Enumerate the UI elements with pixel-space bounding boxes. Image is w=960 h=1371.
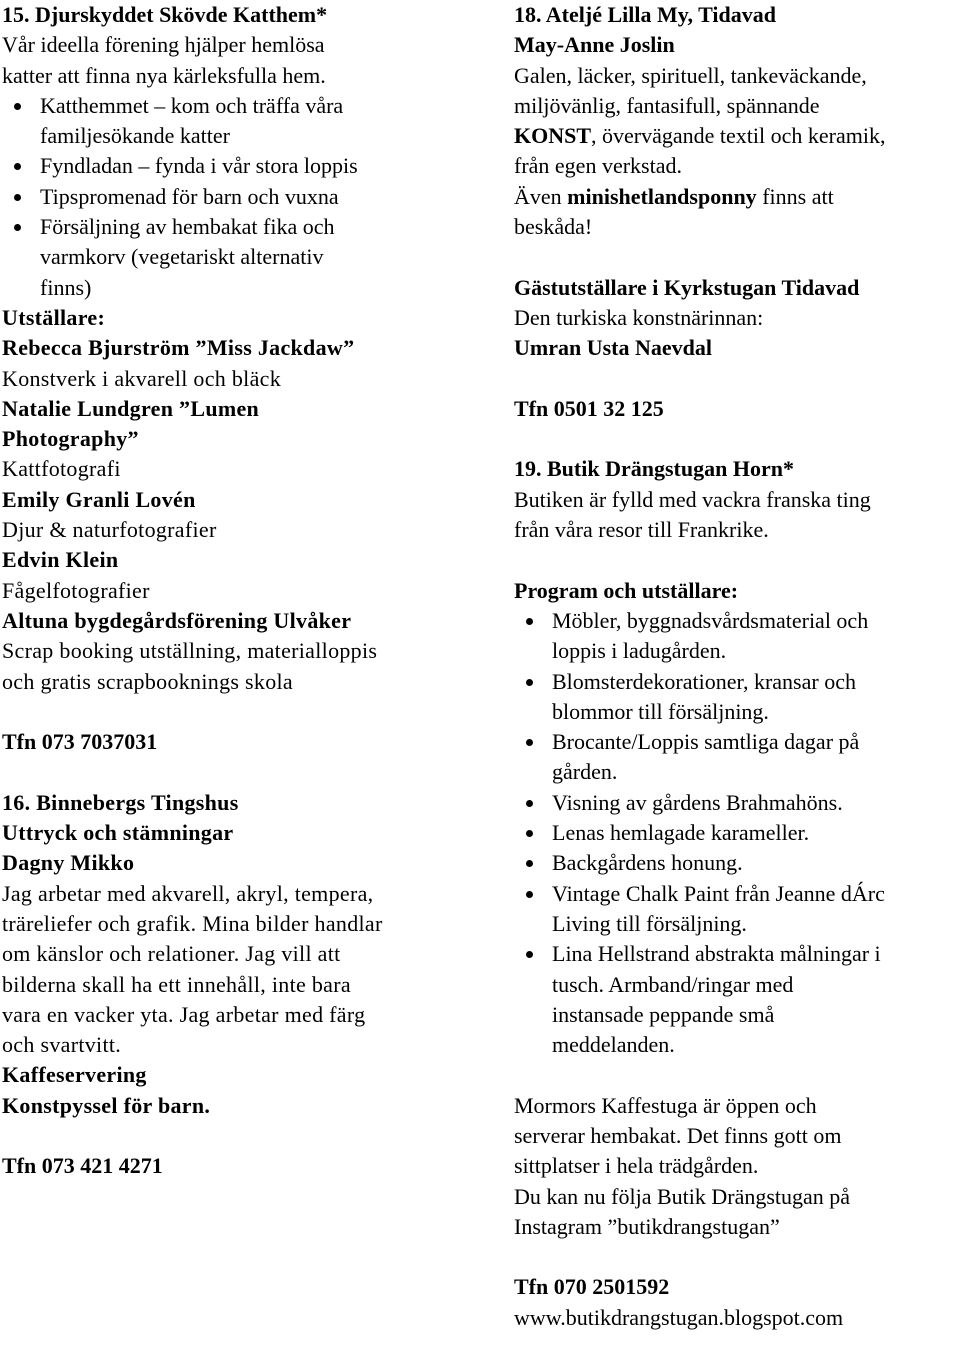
section-15-intro-2: katter att finna nya kärleksfulla hem. xyxy=(2,62,326,88)
section-16-phone: Tfn 073 421 4271 xyxy=(2,1153,163,1179)
bullet-item-cont: meddelanden. xyxy=(552,1032,675,1058)
section-16-body: träreliefer och grafik. Mina bilder handlar xyxy=(2,910,383,936)
bullet-item: Vintage Chalk Paint från Jeanne dÁrc xyxy=(514,879,960,909)
konst-emphasis: KONST xyxy=(514,123,592,149)
bullet-item-cont: varmkorv (vegetariskt alternativ xyxy=(40,244,324,270)
section-19-outro: Instagram ”butikdrangstugan” xyxy=(514,1213,780,1239)
bullet-item-cont: finns) xyxy=(40,274,92,300)
bullet-item: Visning av gårdens Brahmahöns. xyxy=(514,788,960,818)
section-18-text: beskåda! xyxy=(514,214,593,240)
guest-name: Umran Usta Naevdal xyxy=(514,335,712,361)
section-16-body: och svartvitt. xyxy=(2,1032,122,1058)
section-18-text: Även minishetlandsponny finns att xyxy=(514,183,834,209)
section-16-extra: Konstpyssel för barn. xyxy=(2,1092,211,1118)
section-16-body: bilderna skall ha ett innehåll, inte bara xyxy=(2,971,351,997)
website-link[interactable]: www.butikdrangstugan.blogspot.com xyxy=(514,1304,844,1330)
bullet-item-cont: instansade peppande små xyxy=(552,1001,775,1027)
bullet-item: Blomsterdekorationer, kransar och xyxy=(514,667,960,697)
section-19-intro: Butiken är fylld med vackra franska ting xyxy=(514,486,871,512)
exhibitor-desc: och gratis scrapbooknings skola xyxy=(2,668,293,694)
bullet-item-cont: blommor till försäljning. xyxy=(552,698,769,724)
pony-emphasis: minishetlandsponny xyxy=(567,183,757,209)
section-19-outro: Mormors Kaffestuga är öppen och xyxy=(514,1092,817,1118)
bullet-item: Katthemmet – kom och träffa våra xyxy=(2,91,472,121)
exhibitor-desc: Fågelfotografier xyxy=(2,577,150,603)
bullet-item: Försäljning av hembakat fika och xyxy=(2,212,472,242)
bullet-item: Brocante/Loppis samtliga dagar på xyxy=(514,727,960,757)
exhibitors-label: Utställare: xyxy=(2,304,106,330)
bullet-item: Lina Hellstrand abstrakta målningar i xyxy=(514,939,960,969)
exhibitor-name: Emily Granli Lovén xyxy=(2,486,196,512)
exhibitor-desc: Konstverk i akvarell och bläck xyxy=(2,365,282,391)
section-19-outro: Du kan nu följa Butik Drängstugan på xyxy=(514,1183,851,1209)
bullet-item-cont: Living till försäljning. xyxy=(552,910,747,936)
guest-intro: Den turkiska konstnärinnan: xyxy=(514,304,764,330)
exhibitor-desc: Djur & naturfotografier xyxy=(2,517,217,543)
section-19-title: 19. Butik Drängstugan Horn* xyxy=(514,456,794,482)
section-16-artist: Dagny Mikko xyxy=(2,850,135,876)
bullet-item-cont: tusch. Armband/ringar med xyxy=(552,971,794,997)
section-16-title: 16. Binnebergs Tingshus xyxy=(2,789,239,815)
section-19-outro: serverar hembakat. Det finns gott om xyxy=(514,1122,842,1148)
section-18-title: 18. Ateljé Lilla My, Tidavad xyxy=(514,2,776,27)
section-18-text: Galen, läcker, spirituell, tankeväckande, xyxy=(514,62,867,88)
section-19-phone: Tfn 070 2501592 xyxy=(514,1274,670,1300)
right-column xyxy=(514,0,960,1333)
section-16-subtitle: Uttryck och stämningar xyxy=(2,820,234,846)
bullet-item-cont: gården. xyxy=(552,759,618,785)
bullet-item: Fyndladan – fynda i vår stora loppis xyxy=(2,151,472,181)
section-18-phone: Tfn 0501 32 125 xyxy=(514,395,664,421)
bullet-item-cont: loppis i ladugården. xyxy=(552,638,727,664)
exhibitor-name: Rebecca Bjurström ”Miss Jackdaw” xyxy=(2,335,355,361)
section-15-intro-1: Vår ideella förening hjälper hemlösa xyxy=(2,32,325,58)
exhibitor-name: Edvin Klein xyxy=(2,547,119,573)
exhibitor-name: Photography” xyxy=(2,426,139,452)
section-16-extra: Kaffeservering xyxy=(2,1062,147,1088)
exhibitor-desc: Kattfotografi xyxy=(2,456,121,482)
section-19-intro: från våra resor till Frankrike. xyxy=(514,517,769,543)
bullet-item: Backgårdens honung. xyxy=(514,848,960,878)
exhibitor-name: Natalie Lundgren ”Lumen xyxy=(2,395,260,421)
section-16-body: Jag arbetar med akvarell, akryl, tempera, xyxy=(2,880,374,906)
section-15-phone: Tfn 073 7037031 xyxy=(2,729,158,755)
section-18-text: från egen verkstad. xyxy=(514,153,682,179)
section-15-title: 15. Djurskyddet Skövde Katthem* xyxy=(2,2,328,27)
section-18-text: miljövänlig, fantasifull, spännande xyxy=(514,92,820,118)
section-18-text: KONST, övervägande textil och keramik, xyxy=(514,123,886,149)
section-16-body: vara en vacker yta. Jag arbetar med färg xyxy=(2,1001,366,1027)
section-16-body: om känslor och relationer. Jag vill att xyxy=(2,941,341,967)
bullet-item: Lenas hemlagade karameller. xyxy=(514,818,960,848)
bullet-item-cont: familjesökande katter xyxy=(40,123,230,149)
left-column xyxy=(2,0,472,1182)
section-18-artist: May-Anne Joslin xyxy=(514,32,675,58)
exhibitor-desc: Scrap booking utställning, materialloppis xyxy=(2,638,378,664)
section-19-outro: sittplatser i hela trädgården. xyxy=(514,1153,759,1179)
guest-title: Gästutställare i Kyrkstugan Tidavad xyxy=(514,274,860,300)
exhibitor-name: Altuna bygdegårdsförening Ulvåker xyxy=(2,607,352,633)
bullet-item: Tipspromenad för barn och vuxna xyxy=(2,182,472,212)
bullet-item: Möbler, byggnadsvårdsmaterial och xyxy=(514,606,960,636)
program-label: Program och utställare: xyxy=(514,577,739,603)
